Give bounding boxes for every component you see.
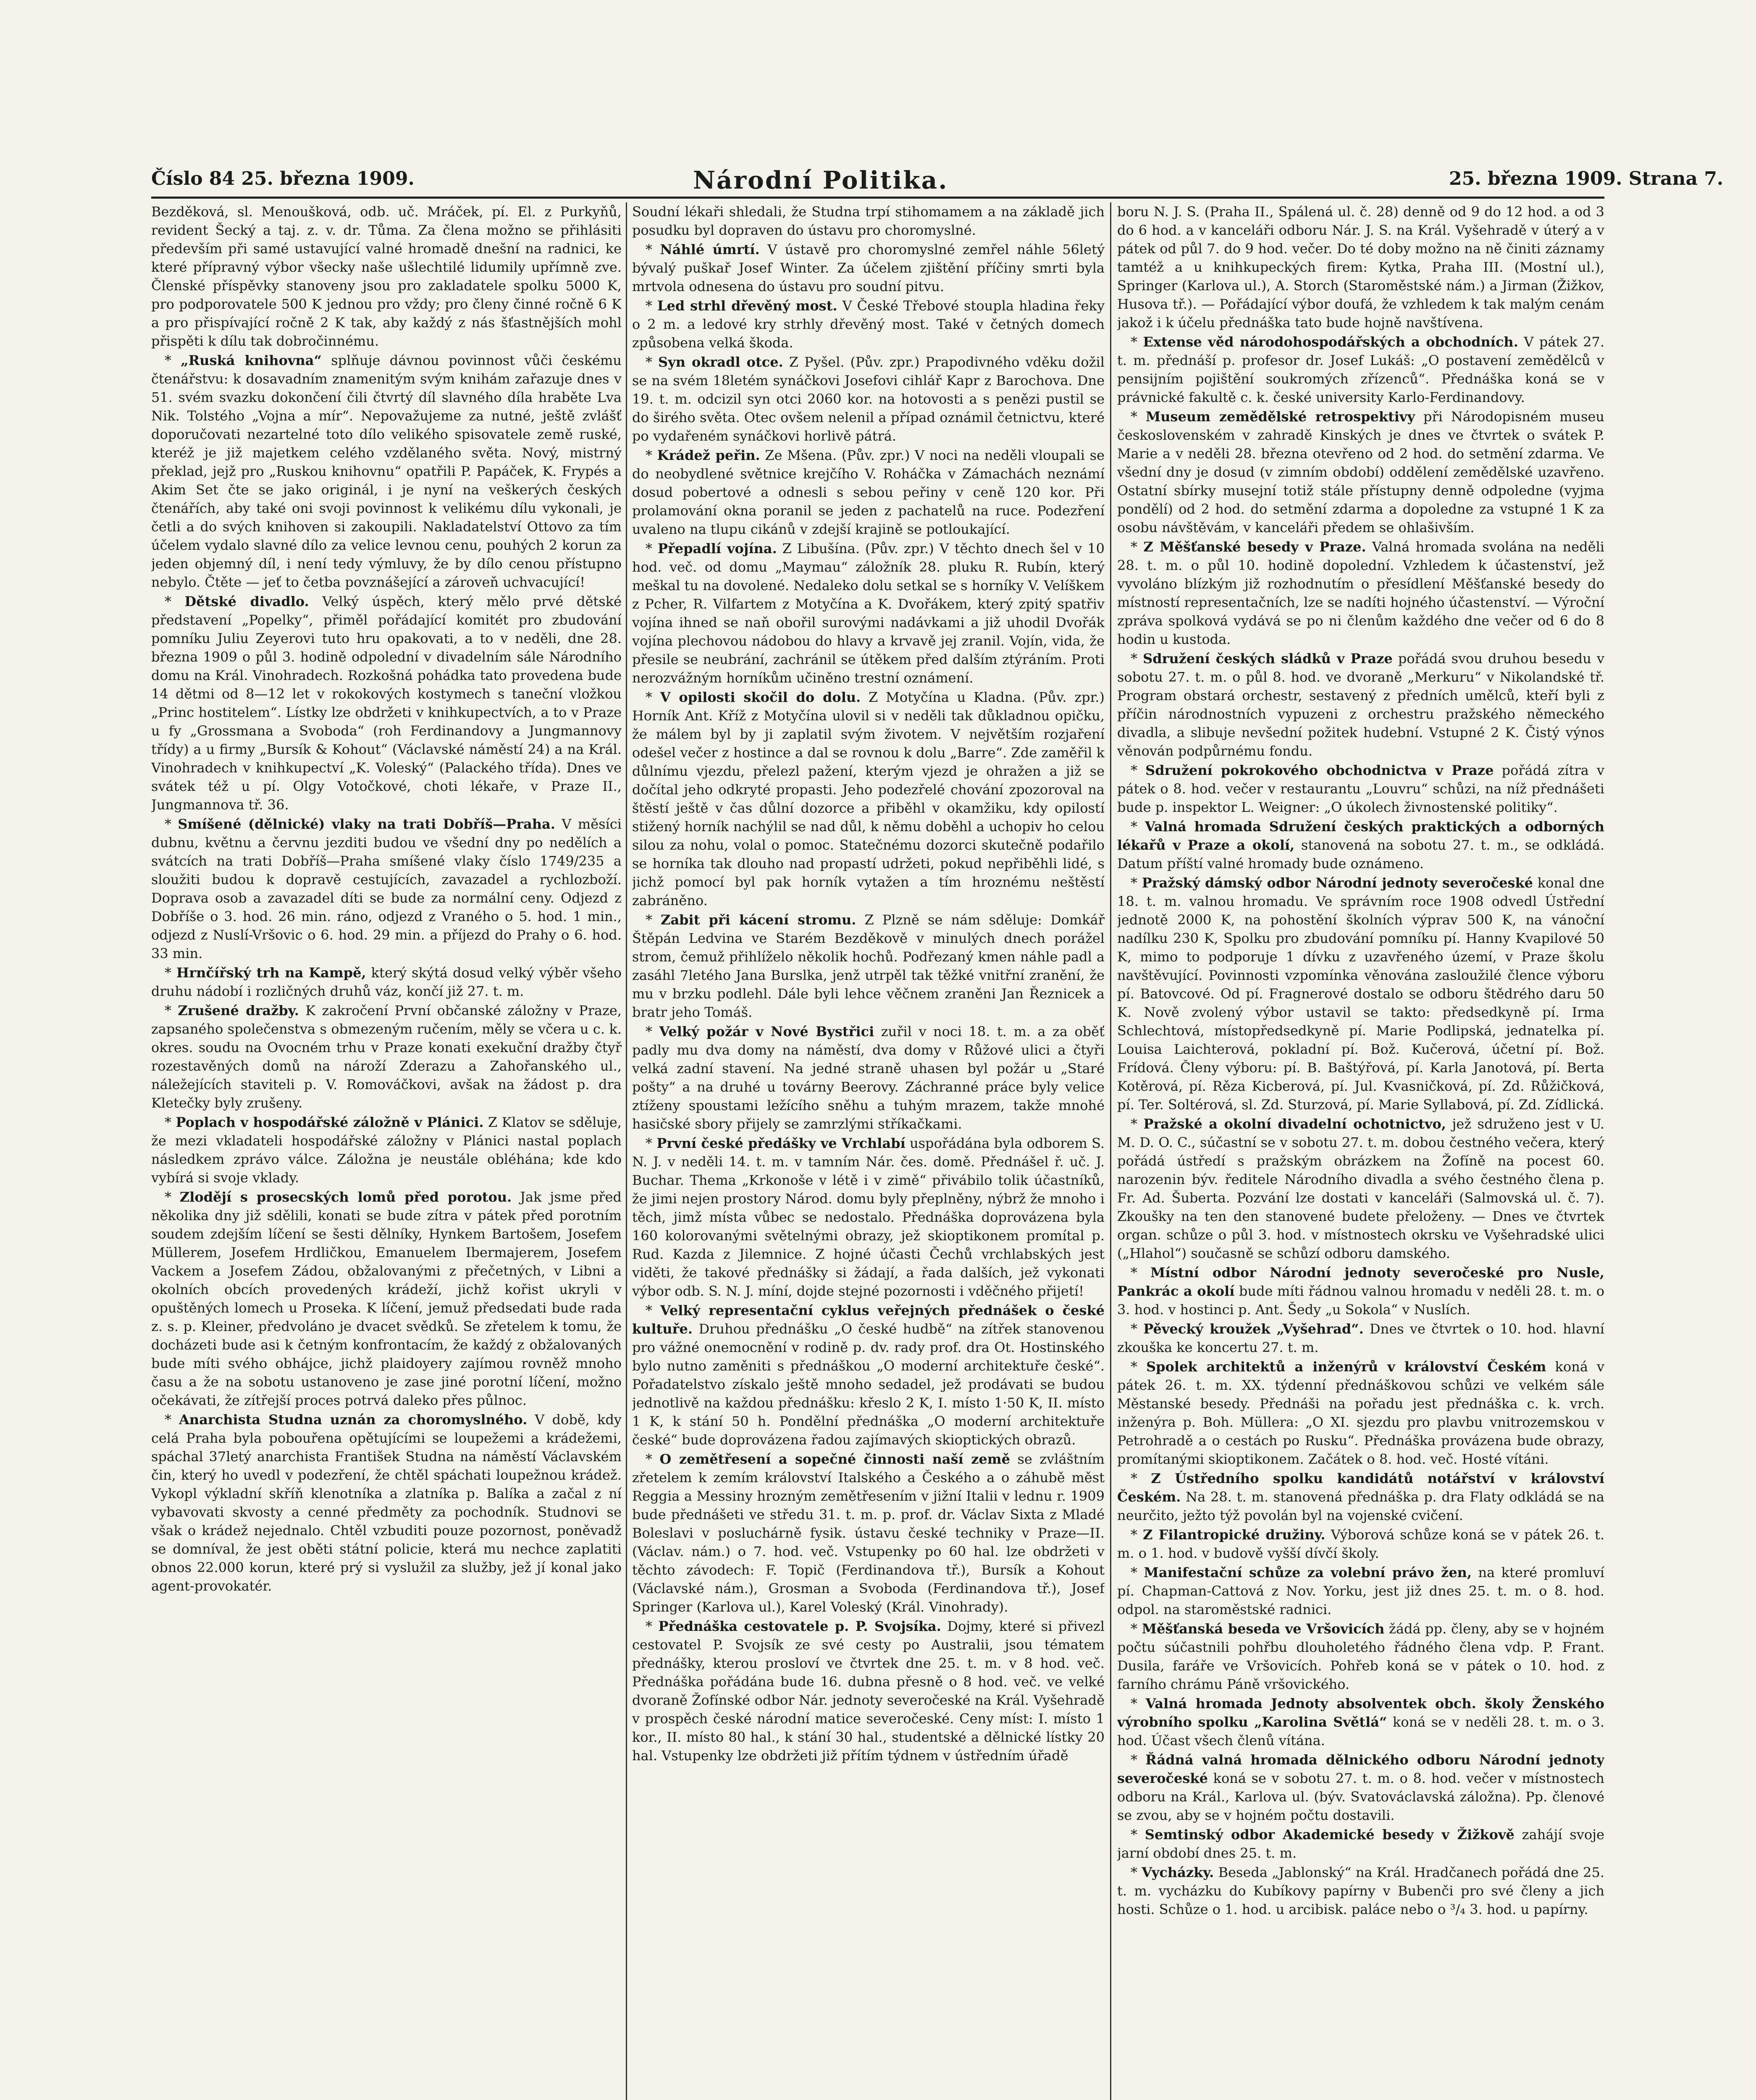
article-text: V ústavě pro choromyslné zemřel náhle 56letý bývalý puškař Josef Winter. Za účelem zjištění příčiny smrti byla mrtvola odnesena do ústavu pro soudní pitvu. — [632, 242, 1105, 294]
column-3 — [1117, 202, 1604, 2100]
article-paragraph: * Zrušené dražby. K zakročení První občanské záložny v Praze, zapsaného společenstva s obmezeným ručením, měly se včera u c. k. okres. soudu na Ovocném trhu v Praze konati exekuční dražby čtyř rozestavěných domů na nároží Zderazu a Zahořanského ul., náležejících staviteli p. V. Romováčkovi, avšak na žádost p. dra Kletečky byly zrušeny. — [151, 1003, 622, 1111]
article-headline: Valná hromada Jednoty absolventek obch. školy Ženského výrobního spolku „Karolina Světlá“ — [1117, 1696, 1604, 1730]
article-headline: Smíšené (dělnické) vlaky na trati Dobříš—Praha. — [178, 816, 555, 832]
article-headline: Přepadlí vojína. — [657, 541, 777, 556]
article-paragraph: * Řádná valná hromada dělnického odboru Národní jednoty severočeské koná se v sobotu 27. t. m. o 8. hod. večer v místnostech odboru na Král., Karlova ul. (býv. Svatováclavská záložna). Pp. členové se zvou, aby se v hojném počtu dostavili. — [1117, 1752, 1604, 1823]
article-headline: Sdružení pokrokového obchodnictva v Praze — [1145, 762, 1494, 778]
article-headline: Extense věd národohospodářských a obchodních. — [1143, 334, 1518, 350]
article-paragraph: * Sdružení pokrokového obchodnictva v Praze pořádá zítra v pátek o 8. hod. večer v restaurantu „Louvru“ schůzi, na níž přednášeti bude p. inspektor L. Weigner: „O úkolech živnostenské politiky“. — [1117, 762, 1604, 815]
article-headline: Syn okradl otce. — [658, 354, 783, 370]
article-text: Z Pyšel. (Pův. zpr.) Prapodivného vděku dožil se na svém 18letém synáčkovi Josefovi cihlář Kapr z Barochova. Dne 19. t. m. odcizil syn otci 2060 kor. na hotovosti a s penězi pustil se do širého světa. Otec ovšem nelenil a případ oznámil četnictvu, které po vydařeném synáčkovi horlivě pátrá. — [632, 354, 1105, 444]
article-text: Dojmy, které si přivezl cestovatel P. Svojsík ze své cesty po Australii, jsou tématem přednášky, kterou prosloví ve čtvrtek dne 25. t. m. v 8 hod. več. Přednáška pořádána bude 16. dubna přesně o 8 hod. več. ve velké dvoraně Žofínské odbor Nár. jednoty severočeské na Král. Vyšehradě v prospěch české národní matice severočeské. Ceny míst: I. místo 1 kor., II. místo 80 hal., k stání 30 hal., studentské a dělnické lístky 20 hal. Vstupenky lze obdržeti již přítím týdnem v ústředním úřadě — [632, 1618, 1105, 1764]
article-text: Z Motyčína u Kladna. (Pův. zpr.) Horník Ant. Kříž z Motyčína ulovil si v neděli tak důkladnou opičku, že málem byl by ji zaplatil svým životem. V největším rozjaření odešel večer z hostince a dal se rovnou k dolu „Barre“. Zde zaměřil k důlnímu vjezdu, přelezl pažení, kterým vjezd je ohražen a již se dočítal jeho odkryté propasti. Jeho podezřelé chování zpozoroval na štěstí ještě v čas důlní dozorce a přiběhl v okamžiku, kdy opilostí stižený horník nachýlil se nad důl, k němu doběhl a uchopiv ho celou silou za nohu, volal o pomoc. Statečnému dozorci skutečně podařilo se horníka tak dlouho nad propastí udržeti, pokud nepřiběhli lidé, s jichž pomocí byl pak horník vytažen a tím hroznému neštěstí zabráněno. — [632, 689, 1105, 908]
article-paragraph: * Dětské divadlo. Velký úspěch, který mělo prvé dětské představení „Popelky“, přiměl pořádající komitét pro zbudování pomníku Juliu Zeyerovi tuto hru opakovati, a to v neděli, dne 28. března 1909 o půl 3. hodině odpolední v divadelním sále Národního domu na Král. Vinohradech. Rozkošná pohádka tato provedena bude 14 dětmi od 8—12 let v rokokových kostymech s taneční vložkou „Princ hostitelem“. Lístky lze obdržeti v knihkupectvích, a to v Praze u fy „Grossmana a Svoboda“ (roh Ferdinandovy a Jungmannovy třídy) a u firmy „Bursík & Kohout“ (Václavské náměstí 24) a na Král. Vinohradech v knihkupectví „K. Voleský“ (Palackého třída). Dnes ve svátek též u pí. Olgy Votočkové, choti lékaře, v Praze II., Jungmannova tř. 36. — [151, 593, 622, 813]
article-headline: Měšťanská beseda ve Vršovicích — [1142, 1621, 1385, 1637]
column-divider — [626, 202, 627, 2100]
article-text: V České Třebové stoupla hladina řeky o 2 m. a ledové kry strhly dřevěný most. Také v četných domech způsobena velká škoda. — [632, 298, 1105, 351]
article-text: V měsíci dubnu, květnu a červnu jezditi budou ve všední dny po nedělích a svátcích na trati Dobříš—Praha smíšené vlaky číslo 1749/235 a sloužiti budou k dopravě cestujících, zavazadel a rychlozboží. Doprava osob a zavazadel díti se bude za normální ceny. Odjezd z Dobříše o 3. hod. 26 min. ráno, odjezd z Vraného o 5. hod. 1 min., odjezd z Nuslí-Vršovic o 6. hod. 29 min. a příjezd do Prahy o 6. hod. 33 min. — [151, 816, 622, 961]
article-text: Beseda „Jablonský“ na Král. Hradčanech pořádá dne 25. t. m. vycházku do Kubíkovy papírny v Bubenči pro své členy a jich hosti. Schůze o 1. hod. u arcibisk. paláce nebo o ³/₄ 3. hod. u papírny. — [1117, 1864, 1604, 1917]
article-headline: Zabit při kácení stromu. — [661, 912, 856, 928]
article-headline: Pěvecký kroužek „Vyšehrad“. — [1143, 1321, 1364, 1337]
header-rule — [151, 197, 1604, 199]
article-headline: Z Měšťanské besedy v Praze. — [1143, 539, 1366, 555]
article-paragraph: * Syn okradl otce. Z Pyšel. (Pův. zpr.) Prapodivného vděku dožil se na svém 18letém synáčkovi Josefovi cihlář Kapr z Barochova. Dne 19. t. m. odcizil syn otci 2060 kor. na hotovosti a s penězi pustil se do širého světa. Otec ovšem nelenil a případ oznámil četnictvu, které po vydařeném synáčkovi horlivě pátrá. — [632, 354, 1105, 444]
article-text: boru N. J. S. (Praha II., Spálená ul. č. 28) denně od 9 do 12 hod. a od 3 do 6 hod. a v kanceláři odboru Nár. J. S. na Král. Vyšehradě v úterý a v pátek od půl 7. do 9 hod. večer. Do té doby možno na ně činiti záznamy tamtéž a u knihkupeckých firem: Kytka, Praha III. (Mostní ul.), Springer (Karlova ul.), A. Storch (Staroměstské nám.) a Jirman (Žižkov, Husova tř.). — Pořádající výbor doufá, že vzhledem k tak malým cenám jakož i k účelu přednáška tato bude hojně navštívena. — [1117, 204, 1604, 331]
article-text: zahájí svoje jarní období dnes 25. t. m. — [1117, 1827, 1604, 1861]
article-headline: Vycházky. — [1142, 1864, 1214, 1880]
article-paragraph: * Vycházky. Beseda „Jablonský“ na Král. Hradčanech pořádá dne 25. t. m. vycházku do Kubíkovy papírny v Bubenči pro své členy a jich hosti. Schůze o 1. hod. u arcibisk. paláce nebo o ³/₄ 3. hod. u papírny. — [1117, 1864, 1604, 1917]
article-paragraph: * Přepadlí vojína. Z Libušína. (Pův. zpr.) V těchto dnech šel v 10 hod. več. od domu „Maymau“ záložník 28. pluku R. Rubín, který meškal tu na dovolené. Nedaleko dolu setkal se s horníky V. Velíškem z Pcher, R. Vilfartem z Motyčína a K. Dvořákem, který zpitý spatřiv vojína ihned se naň obořil surovými nadávkami a již uhodil Dvořák vojína plechovou nádobou do hlavy a krvavě jej zranil. Vojín, vida, že přesile se neubrání, zachránil se útěkem před dalším ztýráním. Proti nerozvážným horníkům učiněno trestní oznámení. — [632, 541, 1105, 686]
article-headline: Manifestační schůze za volební právo žen, — [1144, 1564, 1472, 1580]
article-text: Z Libušína. (Pův. zpr.) V těchto dnech šel v 10 hod. več. od domu „Maymau“ záložník 28. pluku R. Rubín, který meškal tu na dovolené. Nedaleko dolu setkal se s horníky V. Velíškem z Pcher, R. Vilfartem z Motyčína a K. Dvořákem, který zpitý spatřiv vojína ihned se naň obořil surovými nadávkami a již uhodil Dvořák vojína plechovou nádobou do hlavy a krvavě jej zranil. Vojín, vida, že přesile se neubrání, zachránil se útěkem před dalším ztýráním. Proti nerozvážným horníkům učiněno trestní oznámení. — [632, 541, 1105, 686]
article-text: V době, kdy celá Praha byla pobouřena opětujícími se loupežemi a krádežemi, spáchal 37letý anarchista František Studna na náměstí Václavském čin, který ho uvedl v podezření, že chtěl spáchati loupežnou krádež. Vykopl výkladní skříň klenotníka a zlatníka p. Balíka a začal z ní vybavovati skvosty a cenné předměty za pochodník. Studnovi se však o krádež nejednalo. Chtěl vzbuditi pouze pozornost, poněvadž se domníval, že jest oběti státní policie, která mu nechce zaplatiti obnos 22.000 korun, které prý si vyslužil za služby, jež jí konal jako agent-provokatér. — [151, 1412, 622, 1594]
article-paragraph: * Z Filantropické družiny. Výborová schůze koná se v pátek 26. t. m. o 1. hod. v budově vyšší dívčí školy. — [1117, 1527, 1604, 1561]
article-headline: O zemětřesení a sopečné činnosti naší země — [659, 1451, 1010, 1467]
article-paragraph: * Pražské a okolní divadelní ochotnictvo, jež sdruženo jest v U. M. D. O. C., súčastní se v sobotu 27. t. m. dobou čestného večera, který pořádá ústředí s pražským obrázkem na Žofíně na pocest 60. narozenin býv. ředitele Národního divadla a svého čestného člena p. Fr. Ad. Šuberta. Pozvání lze dostati v kanceláři (Salmovská ul. č. 7). Zkoušky na ten den stanovené budete přeloženy. — Dnes ve čtvrtek organ. schůze o půl 3. hod. v místnostech okrsku ve Vyšehradské ulici („Hlahol“) současně se schůzí odboru damského. — [1117, 1116, 1604, 1261]
article-text: pořádá svou druhou besedu v sobotu 27. t. m. o půl 8. hod. ve dvoraně „Merkuru“ v Nikolandské tř. Program obstará orchestr, sestavený z předních umělců, kteří byli z příčin národnostních vypuzeni z orchestru pražského německého divadla, a slibuje nevšední požitek hudební. Vstupné 2 K. Čistý výnos věnován podpůrnému fondu. — [1117, 651, 1604, 759]
article-text: koná se v neděli 28. t. m. o 3. hod. Účast všech členů vítána. — [1117, 1714, 1604, 1748]
article-paragraph: * Místní odbor Národní jednoty severočeské pro Nusle, Pankrác a okolí bude míti řádnou valnou hromadu v neděli 28. t. m. o 3. hod. v hostinci p. Ant. Šedy „u Sokola“ v Nuslích. — [1117, 1265, 1604, 1318]
article-text: při Národopisném museu československém v zahradě Kinských je dnes ve čtvrtek o svátek P. Marie a v neděli 28. března otevřeno od 2 hod. do setmění zdarma. Ve všední dny je dosud (v zimním období) oddělení zemědělské uzavřeno. Ostatní sbírky musejní totiž stále přístupny denně odpoledne (vyjma pondělí) od 2 hod. do setmění zdarma a dopoledne za vstupné 1 K za osobu návštěvám, v kanceláři předem se ohlašivším. — [1117, 409, 1604, 536]
article-paragraph: * Zlodějí s prosecských lomů před porotou. Jak jsme před několika dny již sdělili, konati se bude zítra v pátek před porotním soudem zdejším líčení se šesti dělníky, Hynkem Bartošem, Josefem Müllerem, Josefem Hrdličkou, Emanuelem Ibermajerem, Josefem Vackem a Josefem Zádou, obžalovanými z přečetných, v Libni a okolních obcích provedených krádeží, jichž kořist ukryli v opuštěných lomech u Proseka. K líčení, jemuž předsedati bude rada z. s. p. Kleiner, předvoláno je dvacet svědků. Se zřetelem k tomu, že docházeti bude asi k četným konfrontacím, že každý z obžalovaných bude míti svého obhájce, jichž plaidoyery zajímou rovněž mnoho času a že na sobotu ustanoveno je zase jiné porotní líčení, možno očekávati, že zítřejší proces potrvá daleko přes půlnoc. — [151, 1189, 622, 1408]
article-headline: Zlodějí s prosecských lomů před porotou. — [179, 1189, 512, 1205]
article-text: Výborová schůze koná se v pátek 26. t. m. o 1. hod. v budově vyšší dívčí školy. — [1117, 1527, 1604, 1561]
article-paragraph: * Semtinský odbor Akademické besedy v Žižkově zahájí svoje jarní období dnes 25. t. m. — [1117, 1827, 1604, 1861]
article-paragraph: * Valná hromada Sdružení českých praktických a odborných lékařů v Praze a okolí, stanovená na sobotu 27. t. m., se odkládá. Datum příští valné hromady bude oznámeno. — [1117, 819, 1604, 872]
article-headline: Přednáška cestovatele p. P. Svojsíka. — [658, 1618, 941, 1634]
issue-number-date: Číslo 84 25. března 1909. — [151, 168, 415, 189]
article-headline: Velký požár v Nové Bystřici — [659, 1024, 874, 1040]
article-text: bude míti řádnou valnou hromadu v neděli 28. t. m. o 3. hod. v hostinci p. Ant. Šedy „u Sokola“ v Nuslích. — [1117, 1283, 1604, 1318]
article-headline: Zrušené dražby. — [178, 1003, 299, 1018]
article-paragraph — [1117, 202, 1604, 332]
article-text: K zakročení První občanské záložny v Praze, zapsaného společenstva s obmezeným ručením, měly se včera u c. k. okres. soudu na Ovocném trhu v Praze konati exekuční dražby čtyř rozestavěných domů na nároží Zderazu a Zahořanského ul., náležejících staviteli p. V. Romováčkovi, avšak na žádost p. dra Kletečky byly zrušeny. — [151, 1003, 622, 1111]
article-headline: „Ruská knihovna“ — [181, 352, 322, 368]
article-headline: Hrnčířský trh na Kampě, — [176, 965, 366, 981]
article-paragraph: * Sdružení českých sládků v Praze pořádá svou druhou besedu v sobotu 27. t. m. o půl 8. hod. ve dvoraně „Merkuru“ v Nikolandské tř. Program obstará orchestr, sestavený z předních umělců, kteří byli z příčin národnostních vypuzeni z orchestru pražského německého divadla, a slibuje nevšední požitek hudební. Vstupné 2 K. Čistý výnos věnován podpůrnému fondu. — [1117, 651, 1604, 759]
article-paragraph: * Pražský dámský odbor Národní jednoty severočeské konal dne 18. t. m. valnou hromadu. Ve správním roce 1908 odvedl Ústřední jednotě 2000 K, na pohostění školních výprav 500 K, na vánoční nadílku 230 K, Spolku pro zbudování pomníku pí. Hanny Kvapilové 50 K, mimo to podporuje 1 dívku z uzavřeného území, v Praze školu navštěvující. Povinnosti vzpomínka věnována zasloužilé člence výboru pí. Batovcové. Od pí. Fragnerové dostalo se odboru štědrého daru 50 K. Nově zvolený výbor ustavil se takto: předsedkyně pí. Irma Schlechtová, místopředsedkyně pí. Marie Podlipská, jednatelka pí. Louisa Laichterová, pokladní pí. Bož. Kučerová, účetní pí. Bož. Frídová. Členy výboru: pí. B. Baštýřová, pí. Karla Janotová, pí. Berta Kotěrová, pí. Rěza Kicberová, pí. Jul. Kvasničková, pí. Zd. Růžičková, pí. Ter. Soltérová, sl. Zd. Sturzová, pí. Marie Syllabová, pí. Zd. Zídlická. — [1117, 875, 1604, 1113]
article-headline: Sdružení českých sládků v Praze — [1143, 651, 1393, 667]
article-text: Jak jsme před několika dny již sdělili, konati se bude zítra v pátek před porotním soudem zdejším líčení se šesti dělníky, Hynkem Bartošem, Josefem Müllerem, Josefem Hrdličkou, Emanuelem Ibermajerem, Josefem Vackem a Josefem Zádou, obžalovanými z přečetných, v Libni a okolních obcích provedených krádeží, jichž kořist ukryli v opuštěných lomech u Proseka. K líčení, jemuž předsedati bude rada z. s. p. Kleiner, předvoláno je dvacet svědků. Se zřetelem k tomu, že docházeti bude asi k četným konfrontacím, že každý z obžalovaných bude míti svého obhájce, jichž plaidoyery zajímou rovněž mnoho času a že na sobotu ustanoveno je zase jiné porotní líčení, možno očekávati, že zítřejší proces potrvá daleko přes půlnoc. — [151, 1189, 622, 1408]
article-headline: Dětské divadlo. — [184, 593, 309, 609]
article-text: Ze Mšena. (Pův. zpr.) V noci na neděli vloupali se do neobydlené světnice krejčího V. Roháčka v Zámachách neznámí dosud pobertové a odnesli s sebou peřiny v ceně 120 kor. Při prolamování okna poranil se jeden z pachatelů na ruce. Podezření uvaleno na tlupu cikánů v zdejší krajině se potloukající. — [632, 447, 1105, 537]
article-paragraph: * Velký representační cyklus veřejných přednášek o české kultuře. Druhou přednášku „O české hudbě“ na zítřek stanovenou pro vážné onemocnění v rodině p. dv. rady prof. dra Ot. Hostinského bylo nutno zaměniti s přednáškou „O moderní architektuře české“. Pořadatelstvo získalo ještě mnoho sedadel, jež prodávati se budou jednotlivě na každou přednášku: křeslo 2 K, I. místo 1·50 K, II. místo 1 K, k stání 50 h. Pondělní přednáška „O moderní architektuře české“ bude doprovázena řadou zajímavých skioptických obrazů. — [632, 1302, 1105, 1448]
article-paragraph: * Spolek architektů a inženýrů v království Českém koná v pátek 26. t. m. XX. týdenní přednáškovou schůzi ve velkém sále Městanské besedy. Přednáši na pořadu jest přednáška c. k. vrch. inženýra p. Boh. Müllera: „O XI. sjezdu pro plavbu vnitrozemskou v Petrohradě a o cestách po Rusku“. Přednáška provázena bude obrazy, promítanými skioptikonem. Začátek o 8. hod. več. Hosté vítáni. — [1117, 1359, 1604, 1467]
article-paragraph: * O zemětřesení a sopečné činnosti naší země se zvláštním zřetelem k zemím království Italského a Českého a o záhubě měst Reggia a Messiny hrozným zemětřesením v jižní Italii v lednu r. 1909 bude přednášeti ve středu 31. t. m. p. prof. dr. Václav Sixta z Mladé Boleslavi v posluchárně fysik. ústavu české techniky v Praze—II. (Václav. nám.) o 7. hod. več. Vstupenky po 60 hal. lze obdržeti v těchto závodech: F. Topič (Ferdinandova tř.), Bursík a Kohout (Václavské nám.), Grosman a Svoboda (Ferdinandova tř.), Josef Springer (Karlova ul.), Karel Voleský (Král. Vinohrady). — [632, 1451, 1105, 1615]
article-paragraph: * Manifestační schůze za volební právo žen, na které promluví pí. Chapman-Cattová z Nov. Yorku, jest již dnes 25. t. m. o 8. hod. odpol. na staroměstské radnici. — [1117, 1564, 1604, 1617]
article-paragraph — [151, 202, 622, 350]
article-paragraph: * Poplach v hospodářské záložně v Plánici. Z Klatov se sděluje, že mezi vkladateli hospodářské záložny v Plánici nastal poplach následkem zprávo válce. Záložna je neustále obléhána; kde kdo vybírá si svoje vklady. — [151, 1114, 622, 1186]
article-headline: Místní odbor Národní jednoty severočeské pro Nusle, Pankrác a okolí — [1117, 1265, 1604, 1299]
article-text: splňuje dávnou povinnost vůči českému čtenářstvu: k dosavadním znamenitým svým knihám zařazuje dnes v 51. svém svazku dokončení čili čtvrtý díl slavného díla hraběte Lva Nik. Tolstého „Vojna a mír“. Nepovažujeme za nutné, ještě zvlášť doporučovati nezartelné toto dílo velikého spisovatele země ruské, kteréž je již majetkem celého vzdělaného světa. Nový, mistrný překlad, jejž pro „Ruskou knihovnu“ opatřili P. Papáček, K. Frypés a Akim Set čte se jako originál, i je nyní na veškerých českých čtenářích, aby také oni svoji povinnost k velikému dílu vykonali, je četli a do svých knihoven si zakoupili. Nakladatelství Ottovo za tím účelem vydalo slavné dílo za velice levnou cenu, pouhých 2 korun za jeden objemný díl, i není tedy výmluvy, že by dílo cenou přístupno nebylo. Čtěte — jeť to četba povznášející a zároveň uchvacující! — [151, 352, 622, 590]
article-paragraph: * Smíšené (dělnické) vlaky na trati Dobříš—Praha. V měsíci dubnu, květnu a červnu jezditi budou ve všední dny po nedělích a svátcích na trati Dobříš—Praha smíšené vlaky číslo 1749/235 a sloužiti budou k dopravě cestujících, zavazadel a rychlozboží. Doprava osob a zavazadel díti se bude za normální ceny. Odjezd z Dobříše o 3. hod. 26 min. ráno, odjezd z Vraného o 5. hod. 1 min., odjezd z Nuslí-Vršovic o 6. hod. 29 min. a příjezd do Prahy o 6. hod. 33 min. — [151, 816, 622, 961]
article-paragraph: * Hrnčířský trh na Kampě, který skýtá dosud velký výběr všeho druhu nádobí i rozličných druhů váz, končí již 27. t. m. — [151, 965, 622, 999]
article-text: se zvláštním zřetelem k zemím království Italského a Českého a o záhubě měst Reggia a Messiny hrozným zemětřesením v jižní Italii v lednu r. 1909 bude přednášeti ve středu 31. t. m. p. prof. dr. Václav Sixta z Mladé Boleslavi v posluchárně fysik. ústavu české techniky v Praze—II. (Václav. nám.) o 7. hod. več. Vstupenky po 60 hal. lze obdržeti v těchto závodech: F. Topič (Ferdinandova tř.), Bursík a Kohout (Václavské nám.), Grosman a Svoboda (Ferdinandova tř.), Josef Springer (Karlova ul.), Karel Voleský (Král. Vinohrady). — [632, 1451, 1105, 1615]
article-headline: Z Ústředního spolku kandidátů notářství v království Českém. — [1117, 1470, 1604, 1505]
article-paragraph: * Krádež peřin. Ze Mšena. (Pův. zpr.) V noci na neděli vloupali se do neobydlené světnice krejčího V. Roháčka v Zámachách neznámí dosud pobertové a odnesli s sebou peřiny v ceně 120 kor. Při prolamování okna poranil se jeden z pachatelů na ruce. Podezření uvaleno na tlupu cikánů v zdejší krajině se potloukající. — [632, 447, 1105, 537]
article-text: koná v pátek 26. t. m. XX. týdenní přednáškovou schůzi ve velkém sále Městanské besedy. Přednáši na pořadu jest přednáška c. k. vrch. inženýra p. Boh. Müllera: „O XI. sjezdu pro plavbu vnitrozemskou v Petrohradě a o cestách po Rusku“. Přednáška provázena bude obrazy, promítanými skioptikonem. Začátek o 8. hod. več. Hosté vítáni. — [1117, 1359, 1604, 1467]
article-text: pořádá zítra v pátek o 8. hod. večer v restaurantu „Louvru“ schůzi, na níž přednášeti bude p. inspektor L. Weigner: „O úkolech živnostenské politiky“. — [1117, 762, 1604, 815]
article-paragraph: * Náhlé úmrtí. V ústavě pro choromyslné zemřel náhle 56letý bývalý puškař Josef Winter. Za účelem zjištění příčiny smrti byla mrtvola odnesena do ústavu pro soudní pitvu. — [632, 242, 1105, 294]
article-paragraph: * Pěvecký kroužek „Vyšehrad“. Dnes ve čtvrtek o 10. hod. hlavní zkouška ke koncertu 27. t. m. — [1117, 1321, 1604, 1355]
article-paragraph: * Velký požár v Nové Bystřici zuřil v noci 18. t. m. a za oběť padly mu dva domy na náměstí, dva domy v Růžové ulici a čtyři velká zadní stavení. Na jedné straně uhasen byl požár u „Staré pošty“ a na druhé u továrny Beerovy. Záchranné práce byly velice ztíženy spoustami ležícího sněhu a tuhým mrazem, takže mnohé hasičské sbory přijely se zamrzlými stříkačkami. — [632, 1024, 1105, 1132]
page-header — [0, 0, 1756, 200]
article-headline: Spolek architektů a inženýrů v království Českém — [1146, 1359, 1546, 1375]
article-paragraph: * Extense věd národohospodářských a obchodních. V pátek 27. t. m. přednáší p. profesor dr. Josef Lukáš: „O postavení zemědělců v pensijním pojištění soukromých zřízenců“. Přednáška koná se v právnické fakultě c. k. české university Karlo-Ferdinandovy. — [1117, 334, 1604, 405]
article-paragraph: * Valná hromada Jednoty absolventek obch. školy Ženského výrobního spolku „Karolina Světlá“ koná se v neděli 28. t. m. o 3. hod. Účast všech členů vítána. — [1117, 1696, 1604, 1748]
column-2 — [632, 202, 1105, 2100]
article-text: Bezděková, sl. Menoušková, odb. uč. Mráček, pí. El. z Purkyňů, revident Šecký a taj. z. v. dr. Tůma. Za člena možno se přihlásiti především při samé ustavující valné hromadě dnešní na radnici, ke které přípravný výbor všecky naše ušlechtilé lidumily upřímně zve. Členské příspěvky stanoveny jsou pro zakladatele spolku 5000 K, pro podporovatele 500 K jednou pro vždy; pro členy činné ročně 6 K a pro přispívající ročně 2 K tak, aby každý z nás šťastnějších mohl přispěti k dílu tak dobročinnému. — [151, 204, 622, 349]
article-text: koná se v sobotu 27. t. m. o 8. hod. večer v místnostech odboru na Král., Karlova ul. (býv. Svatováclavská záložna). Pp. členové se zvou, aby se v hojném počtu dostavili. — [1117, 1770, 1604, 1823]
column-1 — [151, 202, 622, 2100]
article-paragraph: * Led strhl dřevěný most. V České Třebové stoupla hladina řeky o 2 m. a ledové kry strhly dřevěný most. Také v četných domech způsobena velká škoda. — [632, 298, 1105, 351]
article-text: na které promluví pí. Chapman-Cattová z Nov. Yorku, jest již dnes 25. t. m. o 8. hod. odpol. na staroměstské radnici. — [1117, 1564, 1604, 1617]
newspaper-title: Národní Politika. — [693, 166, 948, 194]
article-headline: Led strhl dřevěný most. — [657, 298, 837, 314]
article-headline: Náhlé úmrtí. — [660, 242, 760, 257]
article-headline: Semtinský odbor Akademické besedy v Žižkově — [1144, 1827, 1515, 1843]
article-headline: Museum zemědělské retrospektivy — [1145, 409, 1415, 425]
article-headline: Pražské a okolní divadelní ochotnictvo, — [1143, 1116, 1446, 1132]
article-paragraph: * V opilosti skočil do dolu. Z Motyčína u Kladna. (Pův. zpr.) Horník Ant. Kříž z Motyčína ulovil si v neděli tak důkladnou opičku, že málem byl by ji zaplatil svým životem. V největším rozjaření odešel večer z hostince a dal se rovnou k dolu „Barre“. Zde zaměřil k důlnímu vjezdu, přelezl pažení, kterým vjezd je ohražen a již se dočítal jeho odkryté propasti. Jeho podezřelé chování zpozoroval na štěstí ještě v čas důlní dozorce a přiběhl v okamžiku, kdy opilostí stižený horník nachýlil se nad důl, k němu doběhl a uchopiv ho celou silou za nohu, volal o pomoc. Statečnému dozorci skutečně podařilo se horníka tak dlouho nad propastí udržeti, pokud nepřiběhli lidé, s jichž pomocí byl pak horník vytažen a tím hroznému neštěstí zabráněno. — [632, 689, 1105, 908]
article-text: který skýtá dosud velký výběr všeho druhu nádobí i rozličných druhů váz, končí již 27. t. m. — [151, 965, 622, 999]
article-headline: Řádná valná hromada dělnického odboru Národní jednoty severočeské — [1117, 1752, 1604, 1786]
article-headline: Z Filantropické družiny. — [1143, 1527, 1326, 1543]
article-headline: První české předášky ve Vrchlabí — [656, 1135, 906, 1151]
article-text: Dnes ve čtvrtek o 10. hod. hlavní zkouška ke koncertu 27. t. m. — [1117, 1321, 1604, 1355]
article-headline: V opilosti skočil do dolu. — [660, 689, 861, 705]
article-headline: Krádež peřin. — [657, 447, 760, 463]
article-paragraph: * „Ruská knihovna“ splňuje dávnou povinnost vůči českému čtenářstvu: k dosavadním znamenitým svým knihám zařazuje dnes v 51. svém svazku dokončení čili čtvrtý díl slavného díla hraběte Lva Nik. Tolstého „Vojna a mír“. Nepovažujeme za nutné, ještě zvlášť doporučovati nezartelné toto dílo velikého spisovatele země ruské, kteréž je již majetkem celého vzdělaného světa. Nový, mistrný překlad, jejž pro „Ruskou knihovnu“ opatřili P. Papáček, K. Frypés a Akim Set čte se jako originál, i je nyní na veškerých českých čtenářích, aby také oni svoji povinnost k velikému dílu vykonali, je četli a do svých knihoven si zakoupili. Nakladatelství Ottovo za tím účelem vydalo slavné dílo za velice levnou cenu, pouhých 2 korun za jeden objemný díl, i není tedy výmluvy, že by dílo cenou přístupno nebylo. Čtěte — jeť to četba povznášející a zároveň uchvacující! — [151, 352, 622, 590]
article-text: konal dne 18. t. m. valnou hromadu. Ve správním roce 1908 odvedl Ústřední jednotě 2000 K, na pohostění školních výprav 500 K, na vánoční nadílku 230 K, Spolku pro zbudování pomníku pí. Hanny Kvapilové 50 K, mimo to podporuje 1 dívku z uzavřeného území, v Praze školu navštěvující. Povinnosti vzpomínka věnována zasloužilé člence výboru pí. Batovcové. Od pí. Fragnerové dostalo se odboru štědrého daru 50 K. Nově zvolený výbor ustavil se takto: předsedkyně pí. Irma Schlechtová, místopředsedkyně pí. Marie Podlipská, jednatelka pí. Louisa Laichterová, pokladní pí. Bož. Kučerová, účetní pí. Bož. Frídová. Členy výboru: pí. B. Baštýřová, pí. Karla Janotová, pí. Berta Kotěrová, pí. Rěza Kicberová, pí. Jul. Kvasničková, pí. Zd. Růžičková, pí. Ter. Soltérová, sl. Zd. Sturzová, pí. Marie Syllabová, pí. Zd. Zídlická. — [1117, 875, 1604, 1113]
article-paragraph: * Měšťanská beseda ve Vršovicích žádá pp. členy, aby se v hojném počtu súčastnili pohřbu dlouholetého řádného člena vdp. P. Frant. Dusila, faráře ve Vršovicích. Pohřeb koná se v pátek o 10. hod. z farního chrámu Páně vršovického. — [1117, 1621, 1604, 1692]
article-headline: Velký representační cyklus veřejných přednášek o české kultuře. — [632, 1302, 1105, 1337]
article-text: Druhou přednášku „O české hudbě“ na zítřek stanovenou pro vážné onemocnění v rodině p. dv. rady prof. dra Ot. Hostinského bylo nutno zaměniti s přednáškou „O moderní architektuře české“. Pořadatelstvo získalo ještě mnoho sedadel, jež prodávati se budou jednotlivě na každou přednášku: křeslo 2 K, I. místo 1·50 K, II. místo 1 K, k stání 50 h. Pondělní přednáška „O moderní architektuře české“ bude doprovázena řadou zajímavých skioptických obrazů. — [632, 1321, 1105, 1448]
article-paragraph: * Zabit při kácení stromu. Z Plzně se nám sděluje: Domkář Štěpán Ledvina ve Starém Bezděkově v minulých dnech porážel strom, čemuž přihlíželo několik hochů. Podřezaný kmen náhle padl a zasáhl 7letého Jana Burslka, jenž utrpěl tak těžké vnitřní zranění, že mu v brzku podlehl. Dále byli lehce věčnem zraněni Jan Řeznicek a bratr jeho Tomáš. — [632, 912, 1105, 1020]
column-divider — [1110, 202, 1111, 2100]
article-paragraph — [632, 202, 1105, 239]
article-text: Valná hromada svolána na neděli 28. t. m. o půl 10. hodině dopolední. Vzhledem k účastenství, jež vyvoláno blízkým již rozhodnutím o přesídlení Měšťanské besedy do místností representačních, lze se nadíti hojného účastenství. — Výroční zpráva spolková vydává se po ni členům každého dne večer od 6 do 8 hodin u kustoda. — [1117, 539, 1604, 647]
article-text: stanovená na sobotu 27. t. m., se odkládá. Datum příští valné hromady bude oznámeno. — [1117, 837, 1604, 872]
article-paragraph: * Anarchista Studna uznán za choromyslného. V době, kdy celá Praha byla pobouřena opětujícími se loupežemi a krádežemi, spáchal 37letý anarchista František Studna na náměstí Václavském čin, který ho uvedl v podezření, že chtěl spáchati loupežnou krádež. Vykopl výkladní skříň klenotníka a zlatníka p. Balíka a začal z ní vybavovati skvosty a cenné předměty za pochodník. Studnovi se však o krádež nejednalo. Chtěl vzbuditi pouze pozornost, poněvadž se domníval, že jest oběti státní policie, která mu nechce zaplatiti obnos 22.000 korun, které prý si vyslužil za služby, jež jí konal jako agent-provokatér. — [151, 1412, 622, 1594]
article-paragraph: * První české předášky ve Vrchlabí uspořádána byla odborem S. N. J. v neděli 14. t. m. v tamním Nár. čes. domě. Přednášel ř. uč. J. Buchar. Thema „Krkonoše v létě i v zimě“ přivábilo tolik účastníků, že jimi nejen prostory Národ. domu byly přeplněny, nýbrž že mnoho i těch, jimž místa vůbec se nedostalo. Přednáška doprovázena byla 160 kolorovanými světelnými obrazy, jež skioptikonem promítal p. Rud. Kazda z Jilemnice. Z hojné účasti Čechů vrchlabských jest viděti, že takové přednášky si žádají, a řada dalších, jež vykonati výbor odb. S. N. J. míní, dojde stejné pozornosti i vděčného přijetí! — [632, 1135, 1105, 1299]
article-text: Na 28. t. m. stanovená přednáška p. dra Flaty odkládá se na neurčito, ježto týž povolán byl na vojenské cvičení. — [1117, 1489, 1604, 1523]
article-paragraph: * Přednáška cestovatele p. P. Svojsíka. Dojmy, které si přivezl cestovatel P. Svojsík ze své cesty po Australii, jsou tématem přednášky, kterou prosloví ve čtvrtek dne 25. t. m. v 8 hod. več. Přednáška pořádána bude 16. dubna přesně o 8 hod. več. ve velké dvoraně Žofínské odbor Nár. jednoty severočeské na Král. Vyšehradě v prospěch české národní matice severočeské. Ceny míst: I. místo 1 kor., II. místo 80 hal., k stání 30 hal., studentské a dělnické lístky 20 hal. Vstupenky lze obdržeti již přítím týdnem v ústředním úřadě — [632, 1618, 1105, 1764]
article-headline: Valná hromada Sdružení českých praktických a odborných lékařů v Praze a okolí, — [1117, 819, 1604, 853]
article-text: uspořádána byla odborem S. N. J. v neděli 14. t. m. v tamním Nár. čes. domě. Přednášel ř. uč. J. Buchar. Thema „Krkonoše v létě i v zimě“ přivábilo tolik účastníků, že jimi nejen prostory Národ. domu byly přeplněny, nýbrž že mnoho i těch, jimž místa vůbec se nedostalo. Přednáška doprovázena byla 160 kolorovanými světelnými obrazy, jež skioptikonem promítal p. Rud. Kazda z Jilemnice. Z hojné účasti Čechů vrchlabských jest viděti, že takové přednášky si žádají, a řada dalších, jež vykonati výbor odb. S. N. J. míní, dojde stejné pozornosti i vděčného přijetí! — [632, 1135, 1105, 1299]
article-text: Z Klatov se sděluje, že mezi vkladateli hospodářské záložny v Plánici nastal poplach následkem zprávo válce. Záložna je neustále obléhána; kde kdo vybírá si svoje vklady. — [151, 1114, 622, 1186]
article-text: jež sdruženo jest v U. M. D. O. C., súčastní se v sobotu 27. t. m. dobou čestného večera, který pořádá ústředí s pražským obrázkem na Žofíně na pocest 60. narozenin býv. ředitele Národního divadla a svého čestného člena p. Fr. Ad. Šuberta. Pozvání lze dostati v kanceláři (Salmovská ul. č. 7). Zkoušky na ten den stanovené budete přeloženy. — Dnes ve čtvrtek organ. schůze o půl 3. hod. v místnostech okrsku ve Vyšehradské ulici („Hlahol“) současně se schůzí odboru damského. — [1117, 1116, 1604, 1261]
article-text: Velký úspěch, který mělo prvé dětské představení „Popelky“, přiměl pořádající komitét pro zbudování pomníku Juliu Zeyerovi tuto hru opakovati, a to v neděli, dne 28. března 1909 o půl 3. hodině odpolední v divadelním sále Národního domu na Král. Vinohradech. Rozkošná pohádka tato provedena bude 14 dětmi od 8—12 let v rokokových kostymech s taneční vložkou „Princ hostitelem“. Lístky lze obdržeti v knihkupectvích, a to v Praze u fy „Grossmana a Svoboda“ (roh Ferdinandovy a Jungmannovy třídy) a u firmy „Bursík & Kohout“ (Václavské náměstí 24) a na Král. Vinohradech v knihkupectví „K. Voleský“ (Palackého třída). Dnes ve svátek též u pí. Olgy Votočkové, choti lékaře, v Praze II., Jungmannova tř. 36. — [151, 593, 622, 813]
article-text: V pátek 27. t. m. přednáší p. profesor dr. Josef Lukáš: „O postavení zemědělců v pensijním pojištění soukromých zřízenců“. Přednáška koná se v právnické fakultě c. k. české university Karlo-Ferdinandovy. — [1117, 334, 1604, 405]
article-paragraph: * Museum zemědělské retrospektivy při Národopisném museu československém v zahradě Kinských je dnes ve čtvrtek o svátek P. Marie a v neděli 28. března otevřeno od 2 hod. do setmění zdarma. Ve všední dny je dosud (v zimním období) oddělení zemědělské uzavřeno. Ostatní sbírky musejní totiž stále přístupny denně odpoledne (vyjma pondělí) od 2 hod. do setmění zdarma a dopoledne za vstupné 1 K za osobu návštěvám, v kanceláři předem se ohlašivším. — [1117, 409, 1604, 536]
article-text: žádá pp. členy, aby se v hojném počtu súčastnili pohřbu dlouholetého řádného člena vdp. P. Frant. Dusila, faráře ve Vršovicích. Pohřeb koná se v pátek o 10. hod. z farního chrámu Páně vršovického. — [1117, 1621, 1604, 1692]
article-text: Soudní lékaři shledali, že Studna trpí stihomamem a na základě jich posudku byl dopraven do ústavu pro choromyslné. — [632, 204, 1105, 238]
date-page-number: 25. března 1909. Strana 7. — [1449, 168, 1724, 189]
article-paragraph: * Z Ústředního spolku kandidátů notářství v království Českém. Na 28. t. m. stanovená přednáška p. dra Flaty odkládá se na neurčito, ježto týž povolán byl na vojenské cvičení. — [1117, 1470, 1604, 1523]
article-paragraph: * Z Měšťanské besedy v Praze. Valná hromada svolána na neděli 28. t. m. o půl 10. hodině dopolední. Vzhledem k účastenství, jež vyvoláno blízkým již rozhodnutím o přesídlení Měšťanské besedy do místností representačních, lze se nadíti hojného účastenství. — Výroční zpráva spolková vydává se po ni členům každého dne večer od 6 do 8 hodin u kustoda. — [1117, 539, 1604, 647]
article-headline: Poplach v hospodářské záložně v Plánici. — [176, 1114, 484, 1130]
article-headline: Anarchista Studna uznán za choromyslného. — [179, 1412, 528, 1428]
article-text: Z Plzně se nám sděluje: Domkář Štěpán Ledvina ve Starém Bezděkově v minulých dnech porážel strom, čemuž přihlíželo několik hochů. Podřezaný kmen náhle padl a zasáhl 7letého Jana Burslka, jenž utrpěl tak těžké vnitřní zranění, že mu v brzku podlehl. Dále byli lehce věčnem zraněni Jan Řeznicek a bratr jeho Tomáš. — [632, 912, 1105, 1020]
article-text: zuřil v noci 18. t. m. a za oběť padly mu dva domy na náměstí, dva domy v Růžové ulici a čtyři velká zadní stavení. Na jedné straně uhasen byl požár u „Staré pošty“ a na druhé u továrny Beerovy. Záchranné práce byly velice ztíženy spoustami ležícího sněhu a tuhým mrazem, takže mnohé hasičské sbory přijely se zamrzlými stříkačkami. — [632, 1024, 1105, 1132]
article-headline: Pražský dámský odbor Národní jednoty severočeské — [1142, 875, 1533, 891]
